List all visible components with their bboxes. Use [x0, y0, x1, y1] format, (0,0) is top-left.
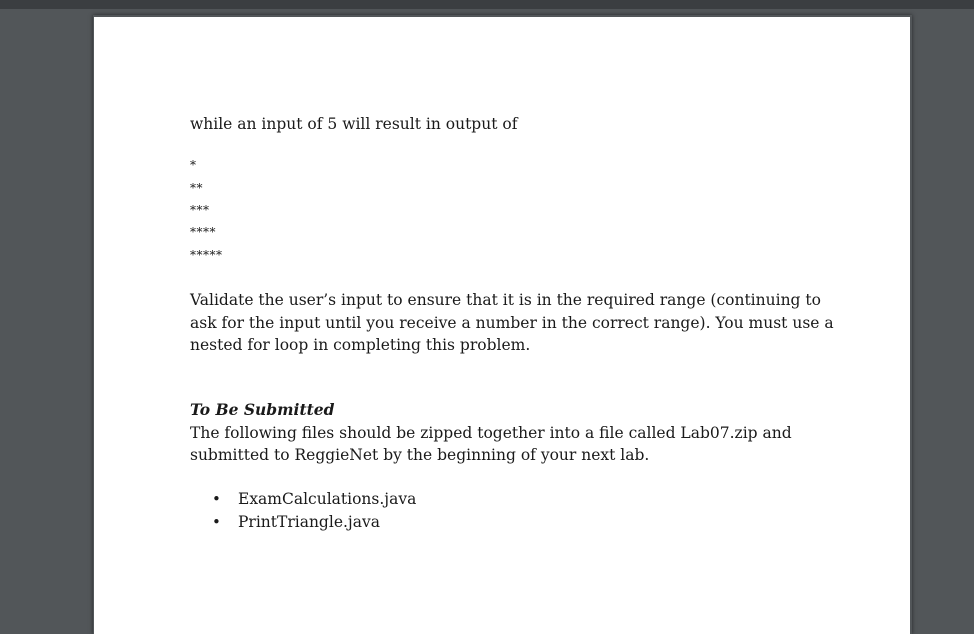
submit-line-1: The following files should be zipped together into a file called Lab07.zip and — [190, 424, 792, 442]
paragraph-line-1: Validate the user’s input to ensure that it is in the required range (continuing to — [190, 291, 821, 309]
output-line-2: ** — [190, 181, 203, 195]
bullet-icon: • — [212, 513, 221, 531]
output-line-5: ***** — [190, 248, 223, 262]
output-line-1: * — [190, 158, 197, 172]
file-item-2: PrintTriangle.java — [238, 513, 380, 531]
output-line-4: **** — [190, 225, 216, 239]
submit-line-2: submitted to ReggieNet by the beginning of your next lab. — [190, 446, 650, 464]
section-heading: To Be Submitted — [190, 400, 335, 419]
bullet-icon: • — [212, 490, 221, 508]
document-page — [94, 17, 910, 634]
paragraph-line-2: ask for the input until you receive a number in the correct range). You must use a — [190, 314, 834, 332]
output-line-3: *** — [190, 203, 210, 217]
intro-line: while an input of 5 will result in output of — [190, 115, 518, 133]
viewer-top-bar — [0, 0, 974, 9]
file-item-1: ExamCalculations.java — [238, 490, 417, 508]
paragraph-line-3: nested for loop in completing this problem. — [190, 336, 531, 354]
